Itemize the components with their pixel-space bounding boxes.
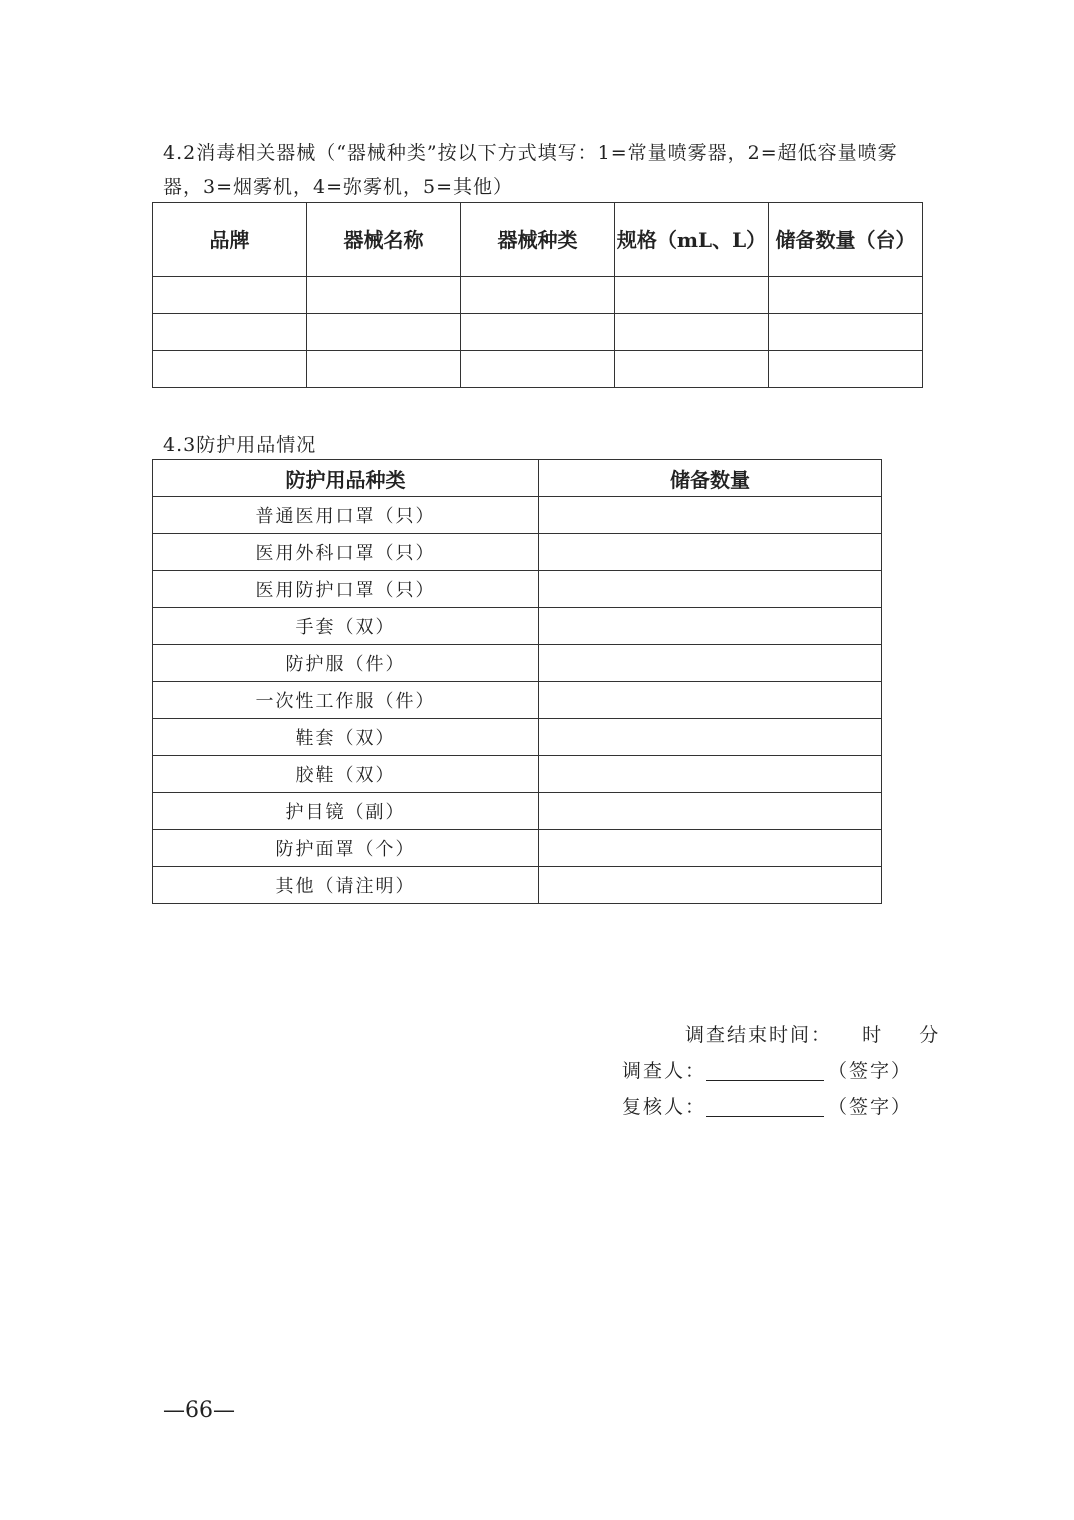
header-supply-type: 防护用品种类 xyxy=(153,460,539,497)
minute-label: 分 xyxy=(919,1024,941,1046)
header-equipment-name: 器械名称 xyxy=(307,203,461,277)
reviewer-label: 复核人： xyxy=(622,1096,707,1118)
table-cell[interactable] xyxy=(461,351,615,388)
supply-item-label: 胶鞋（双） xyxy=(153,756,539,793)
section-4-3-title: 4.3防护用品情况 xyxy=(163,434,317,456)
table-row xyxy=(153,497,882,534)
reviewer-signature xyxy=(622,1092,912,1119)
supply-item-label: 普通医用口罩（只） xyxy=(153,497,539,534)
quantity-cell[interactable] xyxy=(539,645,882,682)
table-header-row xyxy=(153,460,882,497)
table-cell[interactable] xyxy=(615,351,769,388)
hour-label: 时 xyxy=(862,1024,884,1046)
quantity-cell[interactable] xyxy=(539,867,882,904)
quantity-cell[interactable] xyxy=(539,793,882,830)
header-spec: 规格（mL、L） xyxy=(615,203,769,277)
table-row xyxy=(153,645,882,682)
table-cell[interactable] xyxy=(769,351,923,388)
table-row xyxy=(153,867,882,904)
table-header-row xyxy=(153,203,923,277)
table-cell[interactable] xyxy=(153,314,307,351)
table-cell[interactable] xyxy=(307,314,461,351)
end-time-label: 调查结束时间： xyxy=(685,1024,833,1046)
investigator-signature xyxy=(622,1056,912,1083)
table-row xyxy=(153,571,882,608)
table-cell[interactable] xyxy=(307,351,461,388)
table-cell[interactable] xyxy=(153,351,307,388)
header-stock-quantity: 储备数量 xyxy=(539,460,882,497)
table-row xyxy=(153,719,882,756)
quantity-cell[interactable] xyxy=(539,830,882,867)
supply-item-label: 医用外科口罩（只） xyxy=(153,534,539,571)
disinfection-equipment-table xyxy=(152,202,923,388)
quantity-cell[interactable] xyxy=(539,719,882,756)
table-row xyxy=(153,277,923,314)
sign-note: （签字） xyxy=(828,1060,913,1082)
table-row xyxy=(153,793,882,830)
quantity-cell[interactable] xyxy=(539,756,882,793)
table-cell[interactable] xyxy=(769,314,923,351)
table-row xyxy=(153,830,882,867)
sign-note: （签字） xyxy=(828,1096,913,1118)
table-cell[interactable] xyxy=(461,277,615,314)
page-number: —66— xyxy=(163,1398,235,1423)
table-cell[interactable] xyxy=(461,314,615,351)
table-row xyxy=(153,682,882,719)
supply-item-label: 护目镜（副） xyxy=(153,793,539,830)
investigator-label: 调查人： xyxy=(622,1060,707,1082)
quantity-cell[interactable] xyxy=(539,534,882,571)
survey-end-time xyxy=(685,1020,940,1047)
table-cell[interactable] xyxy=(615,277,769,314)
table-row xyxy=(153,314,923,351)
quantity-cell[interactable] xyxy=(539,497,882,534)
section-4-2-title: 4.2消毒相关器械（“器械种类”按以下方式填写：1=常量喷雾器，2=超低容量喷雾器，3=烟雾机，4=弥雾机，5=其他） xyxy=(163,142,898,198)
supply-item-label: 医用防护口罩（只） xyxy=(153,571,539,608)
quantity-cell[interactable] xyxy=(539,608,882,645)
supply-item-label: 鞋套（双） xyxy=(153,719,539,756)
header-equipment-type: 器械种类 xyxy=(461,203,615,277)
table-row xyxy=(153,608,882,645)
reviewer-signature-line[interactable] xyxy=(706,1096,824,1117)
table-cell[interactable] xyxy=(769,277,923,314)
supply-item-label: 其他（请注明） xyxy=(153,867,539,904)
table-row xyxy=(153,534,882,571)
quantity-cell[interactable] xyxy=(539,571,882,608)
table-row xyxy=(153,351,923,388)
quantity-cell[interactable] xyxy=(539,682,882,719)
table-cell[interactable] xyxy=(153,277,307,314)
investigator-signature-line[interactable] xyxy=(706,1060,824,1081)
header-stock-quantity: 储备数量（台） xyxy=(769,203,923,277)
table-row xyxy=(153,756,882,793)
header-brand: 品牌 xyxy=(153,203,307,277)
supply-item-label: 一次性工作服（件） xyxy=(153,682,539,719)
table-cell[interactable] xyxy=(615,314,769,351)
supply-item-label: 手套（双） xyxy=(153,608,539,645)
protective-supplies-table xyxy=(152,459,882,904)
supply-item-label: 防护服（件） xyxy=(153,645,539,682)
supply-item-label: 防护面罩（个） xyxy=(153,830,539,867)
table-cell[interactable] xyxy=(307,277,461,314)
